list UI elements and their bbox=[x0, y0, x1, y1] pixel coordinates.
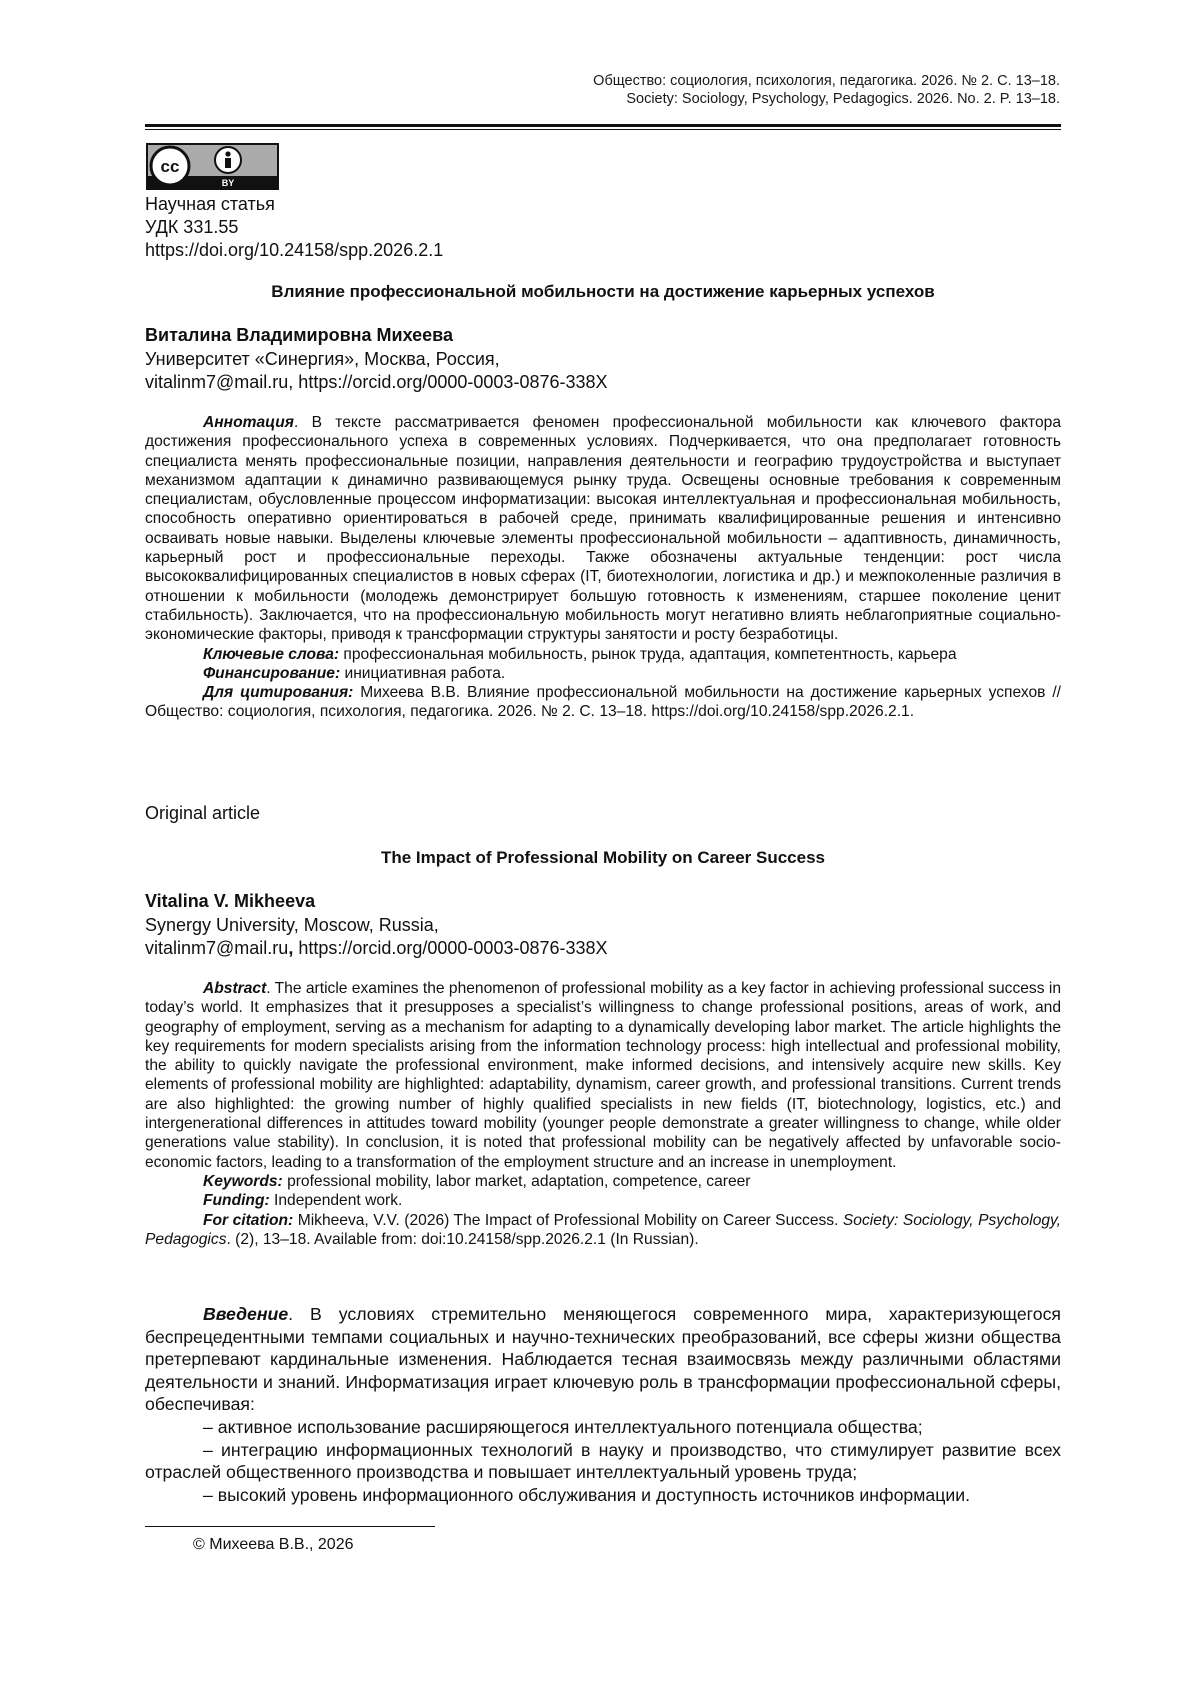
orcid-en[interactable]: https://orcid.org/0000-0003-0876-338X bbox=[293, 938, 608, 958]
funding-en: Independent work. bbox=[269, 1192, 403, 1210]
funding-ru: инициативная работа. bbox=[340, 664, 506, 682]
affiliation-en bbox=[145, 914, 608, 960]
contacts-ru[interactable]: vitalinm7@mail.ru, https://orcid.org/0000-0003-0876-338X bbox=[145, 372, 608, 392]
article-type: Научная статья bbox=[145, 194, 275, 214]
svg-text:cc: cc bbox=[160, 157, 180, 176]
title-ru: Влияние профессиональной мобильности на достижение карьерных успехов bbox=[271, 282, 935, 301]
article-meta bbox=[145, 193, 443, 262]
affiliation-ru bbox=[145, 348, 608, 394]
header-rule-thin bbox=[145, 129, 1061, 130]
abstract-en bbox=[145, 979, 1061, 1249]
affiliation-en-text: Synergy University, Moscow, Russia, bbox=[145, 915, 439, 935]
email-en[interactable]: vitalinm7@mail.ru bbox=[145, 938, 289, 958]
abstract-ru-label: Аннотация bbox=[203, 414, 294, 431]
author-en: Vitalina V. Mikheeva bbox=[145, 891, 316, 911]
keywords-ru-label: Ключевые слова: bbox=[203, 645, 340, 663]
intro-label: Введение bbox=[203, 1304, 289, 1324]
affiliation-ru-text: Университет «Синергия», Москва, Россия, bbox=[145, 349, 500, 369]
journal-header bbox=[500, 72, 1060, 108]
citation-en-label: For citation: bbox=[203, 1211, 294, 1229]
abstract-ru-text: . В тексте рассматривается феномен профессиональной мобильности как ключевого фактора достижения профессионального успеха в современных условиях. Подчеркивается, что она предполагает готовность специалиста менять профессиональные позиции, направления деятельности и географию трудоустройства и выступает механизмом адаптации к динамично развивающемуся рынку труда. Освещены основные требования к современным специалистам, обусловленные процессом информатизации: высокая интеллектуальная и профессиональная мобильность, способность оперативно ориентироваться в рабочей среде, принимать квалифицированные решения и интенсивно осваивать новые навыки. Выделены ключевые элементы профессиональной мобильности – адаптивность, динамичность, карьерный рост и профессиональные переходы. Также обозначены актуальные тенденции: рост числа высококвалифицированных специалистов в новых сферах (IT, биотехнологии, логистика и др.) и межпоколенные различия в отношении к мобильности (молодежь демонстрирует большую готовность к изменениям, старшее поколение ценит стабильность). Заключается, что на профессиональную мобильность могут негативно влиять неблагоприятные социально-экономические факторы, приводя к трансформации структуры занятости и росту безработицы. bbox=[145, 414, 1061, 644]
title-en: The Impact of Professional Mobility on Career Success bbox=[380, 848, 825, 867]
citation-ru-label: Для цитирования: bbox=[203, 684, 354, 702]
cc-badge-text: BY bbox=[221, 178, 235, 188]
intro-list-item: – интеграцию информационных технологий в науку и производство, что стимулирует развитие всех отраслей общественного производства и повышает интеллектуальный уровень труда; bbox=[145, 1439, 1061, 1483]
footnote-rule bbox=[145, 1526, 435, 1527]
header-rule-thick bbox=[145, 124, 1061, 127]
abstract-en-text: . The article examines the phenomenon of professional mobility as a key factor in achieving professional success in today’s world. It emphasizes that it presupposes a specialist’s willingness to change professional positions, areas of work, and geography of employment, serving as a mechanism for adapting to a dynamically developing labor market. The article highlights the key requirements for modern specialists arising from the information technology process: high intellectual and professional mobility, the ability to quickly navigate the professional environment, make informed decisions, and intensively acquire new skills. Key elements of professional mobility are highlighted: adaptability, dynamism, career growth, and professional transitions. Current trends are also highlighted: the growing number of highly qualified specialists in new fields (IT, biotechnology, logistics, etc.) and intergenerational differences in attitudes toward mobility (younger people demonstrate a greater willingness to change, while older generations value stability). In conclusion, it is noted that professional mobility can be negatively affected by unfavorable socio-economic factors, leading to a transformation of the employment structure and an increase in unemployment. bbox=[145, 980, 1061, 1171]
journal-header-en: Society: Sociology, Psychology, Pedagogics. 2026. No. 2. P. 13–18. bbox=[626, 91, 1060, 107]
cc-by-icon bbox=[146, 143, 279, 190]
intro-text: . В условиях стремительно меняющегося современного мира, характеризующегося беспрецедентными темпами социальных и научно-технических преобразований, все сферы жизни общества претерпевают кардинальные изменения. Наблюдается тесная взаимосвязь между различными областями деятельности и знаний. Информатизация играет ключевую роль в трансформации профессиональной сферы, обеспечивая: bbox=[145, 1304, 1061, 1415]
contacts-en: vitalinm7@mail.ru, https://orcid.org/0000-0003-0876-338X bbox=[145, 938, 608, 958]
abstract-en-label: Abstract bbox=[203, 980, 267, 997]
introduction bbox=[145, 1303, 1061, 1506]
intro-list-item: – активное использование расширяющегося интеллектуального потенциала общества; bbox=[203, 1416, 923, 1437]
author-ru: Виталина Владимировна Михеева bbox=[145, 325, 454, 345]
intro-list-item: – высокий уровень информационного обслуживания и доступность источников информации. bbox=[203, 1484, 971, 1505]
article-type-en: Original article bbox=[145, 803, 261, 823]
keywords-en: professional mobility, labor market, adaptation, competence, career bbox=[282, 1172, 751, 1190]
abstract-ru bbox=[145, 413, 1061, 722]
keywords-en-label: Keywords: bbox=[203, 1172, 283, 1190]
copyright-note: © Михеева В.В., 2026 bbox=[193, 1536, 354, 1553]
keywords-ru: профессиональная мобильность, рынок труда, адаптация, компетентность, карьера bbox=[339, 645, 957, 663]
citation-en-b: . (2), 13–18. Available from: doi:10.24158/spp.2026.2.1 (In Russian). bbox=[226, 1230, 699, 1248]
journal-header-ru: Общество: социология, психология, педагогика. 2026. № 2. С. 13–18. bbox=[593, 73, 1060, 89]
udc-code: УДК 331.55 bbox=[145, 217, 239, 237]
funding-en-label: Funding: bbox=[203, 1192, 270, 1210]
citation-en-a: Mikheeva, V.V. (2026) The Impact of Professional Mobility on Career Success. bbox=[293, 1211, 843, 1229]
citation-ru: Михеева В.В. Влияние профессиональной мобильности на достижение карьерных успехов // Общество: социология, психология, педагогика. 2026. № 2. С. 13–18. https://doi.org/10.24158/spp.2026.2.1. bbox=[145, 684, 1061, 721]
funding-ru-label: Финансирование: bbox=[203, 664, 341, 682]
citation-en-journal: Society: Sociology, Psychology, Pedagogics bbox=[145, 1211, 1062, 1248]
doi-link[interactable]: https://doi.org/10.24158/spp.2026.2.1 bbox=[145, 240, 444, 260]
